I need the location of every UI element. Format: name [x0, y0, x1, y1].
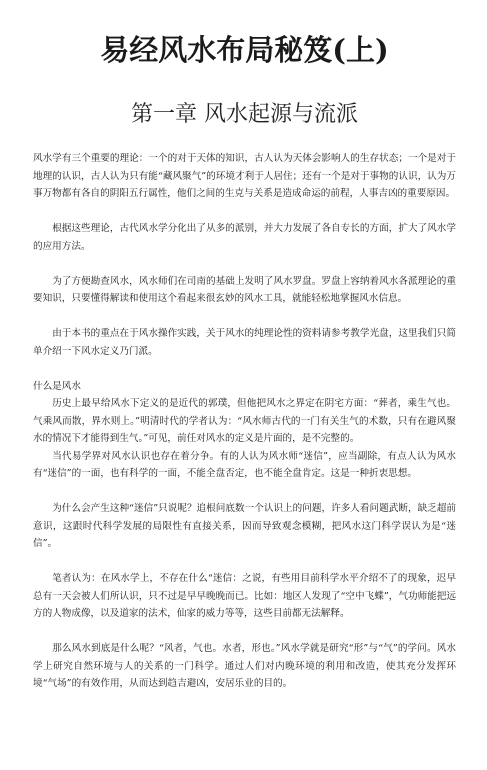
chapter-title: 第一章 风水起源与流派 [131, 102, 358, 127]
paragraph-gap [33, 483, 456, 501]
paragraph-gap [33, 623, 456, 641]
paragraph: 那么风水到底是什么呢？“风者，气也。水者，形也。”风水学就是研究“形”与“气”的学问。风水学上研究自然环境与人的关系的一门科学。通过人们对内晚环境的利用和改造，使其充分发挥环境“气场”的有效作用，从而达到趋吉避凶，安居乐业的目的。 [33, 643, 456, 689]
paragraph: 由于本书的重点在于风水操作实践，关于风水的纯理论性的资料请参考教学光盘，这里我们只简单介绍一下风水定义乃门派。 [33, 328, 456, 357]
paragraph: 历史上最早给风水下定义的是近代的郭璞，但他把风水之界定在阴宅方面：“葬者，乘生气也。气乘风而散，界水则上。”明清时代的学者认为：“风水师古代的一门有关生气的术数，只有在避风聚水的情况下才能得到生气。”可见，前任对风水的定义是片面的，是不完整的。 [33, 398, 456, 444]
paragraph-gap [33, 360, 456, 378]
chapter-body [33, 150, 456, 693]
paragraph: 风水学有三个重要的理论：一个的对于天体的知识，古人认为天体会影响人的生存状态；一个是对于地理的认识，古人认为只有能“藏风聚气”的环境才利于人居住；还有一个是对于事物的认识，认为万事万物都有各自的阴阳五行属性，他们之间的生克与关系是造成命运的前程，人事吉凶的重要原因。 [33, 153, 456, 199]
section-heading: 什么是风水 [33, 380, 81, 392]
paragraph: 为了方便勘查风水，风水师们在司南的基础上发明了风水罗盘。罗盘上容纳着风水各派理论的重要知识，只要懂得解读和使用这个看起来很玄妙的风水工具，就能轻松地掌握风水信息。 [33, 275, 456, 304]
paragraph: 笔者认为：在风水学上，不存在什么“迷信：之说，有些用目前科学水平介绍不了的现象，迟早总有一天会被人们所认识，只不过是早早晚晚而已。比如：地区人发现了“空中飞蝶”，气功师能把远方的人物成像，以及道家的法术，仙家的威力等等，这些目前都无法解释。 [33, 573, 456, 619]
paragraph-gap [33, 553, 456, 571]
paragraph-gap [33, 308, 456, 326]
paragraph: 为什么会产生这种“迷信”只说呢？追根问底数一个认识上的问题，许多人看问题武断，缺乏超前意识，这跟时代科学发展的局限性有直接关系，因而导致观念模糊，把风水这门科学误认为是“迷信”。 [33, 503, 456, 549]
paragraph: 根据这些理论，古代风水学分化出了从多的派别，并大力发展了各自专长的方面，扩大了风水学的应用方法。 [33, 223, 456, 252]
paragraph-gap [33, 203, 456, 221]
book-title: 易经风水布局秘笈(上) [100, 33, 389, 67]
paragraph-gap [33, 255, 456, 273]
paragraph: 当代易学界对风水认识也存在着分争。有的人认为风水师“迷信”，应当副除，有点人认为风水有“迷信”的一面，也有科学的一面，不能全盘否定，也不能全盘肯定。这是一种折衷思想。 [33, 450, 456, 479]
